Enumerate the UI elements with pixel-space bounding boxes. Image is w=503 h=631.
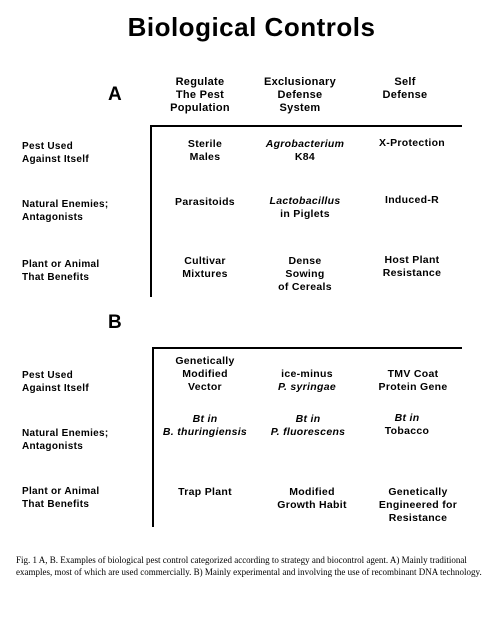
cell-a-sterile-males: Sterile Males — [187, 138, 223, 163]
cell-a-parasitoids: Parasitoids — [175, 196, 235, 208]
cell-a-cultivar-mixtures: Cultivar Mixtures — [182, 255, 228, 280]
panel-a-row-label-pest: Pest Used Against Itself — [22, 141, 89, 165]
cell-b-bt-fluorescens: Bt in P. fluorescens — [270, 413, 346, 438]
panel-b-row-label-enemies: Natural Enemies; Antagonists — [22, 428, 109, 452]
cell-b-bt-thuringiensis: Bt in B. thuringiensis — [162, 413, 248, 438]
cell-a-dense-sowing: Dense Sowing of Cereals — [278, 255, 332, 293]
figure-caption: Fig. 1 A, B. Examples of biological pest control categorized according to strategy and biocontrol agent. A) Mainly traditional examples, most of which are used commercially. B) Mainly experimental and involving the use of recombinant DNA technology. — [16, 555, 482, 577]
panel-b-top-rule — [152, 347, 462, 349]
cell-b-trap-plant: Trap Plant — [178, 486, 232, 498]
cell-b-genetically-modified-vector: Genetically Modified Vector — [175, 355, 235, 393]
column-header-regulate: Regulate The Pest Population — [170, 76, 230, 114]
cell-a-x-protection: X-Protection — [378, 137, 446, 149]
cell-a-lactobacillus: Lactobacillus in Piglets — [269, 195, 341, 220]
column-header-self-defense: Self Defense — [382, 76, 428, 101]
cell-b-ice-minus: ice-minus P. syringae — [278, 368, 336, 393]
cell-b-bt-tobacco: Bt in Tobacco — [384, 412, 430, 437]
cell-a-host-plant-resistance: Host Plant Resistance — [382, 254, 442, 279]
cell-b-modified-growth-habit: Modified Growth Habit — [277, 486, 347, 511]
cell-a-induced-r: Induced-R — [384, 194, 440, 206]
panel-a-left-rule — [150, 125, 152, 297]
panel-a-row-label-plant: Plant or Animal That Benefits — [22, 259, 100, 283]
cell-b-genetically-engineered: Genetically Engineered for Resistance — [378, 486, 458, 524]
panel-b-row-label-pest: Pest Used Against Itself — [22, 370, 89, 394]
panel-a-top-rule — [150, 125, 462, 127]
panel-a-row-label-enemies: Natural Enemies; Antagonists — [22, 199, 109, 223]
panel-b-row-label-plant: Plant or Animal That Benefits — [22, 486, 100, 510]
cell-b-tmv-coat-protein: TMV Coat Protein Gene — [378, 368, 448, 393]
cell-a-agrobacterium: Agrobacterium K84 — [265, 138, 345, 163]
figure-title: Biological Controls — [127, 12, 376, 42]
column-header-exclusionary: Exclusionary Defense System — [263, 76, 337, 114]
panel-a-label: A — [108, 84, 122, 105]
panel-b-label: B — [108, 312, 122, 333]
